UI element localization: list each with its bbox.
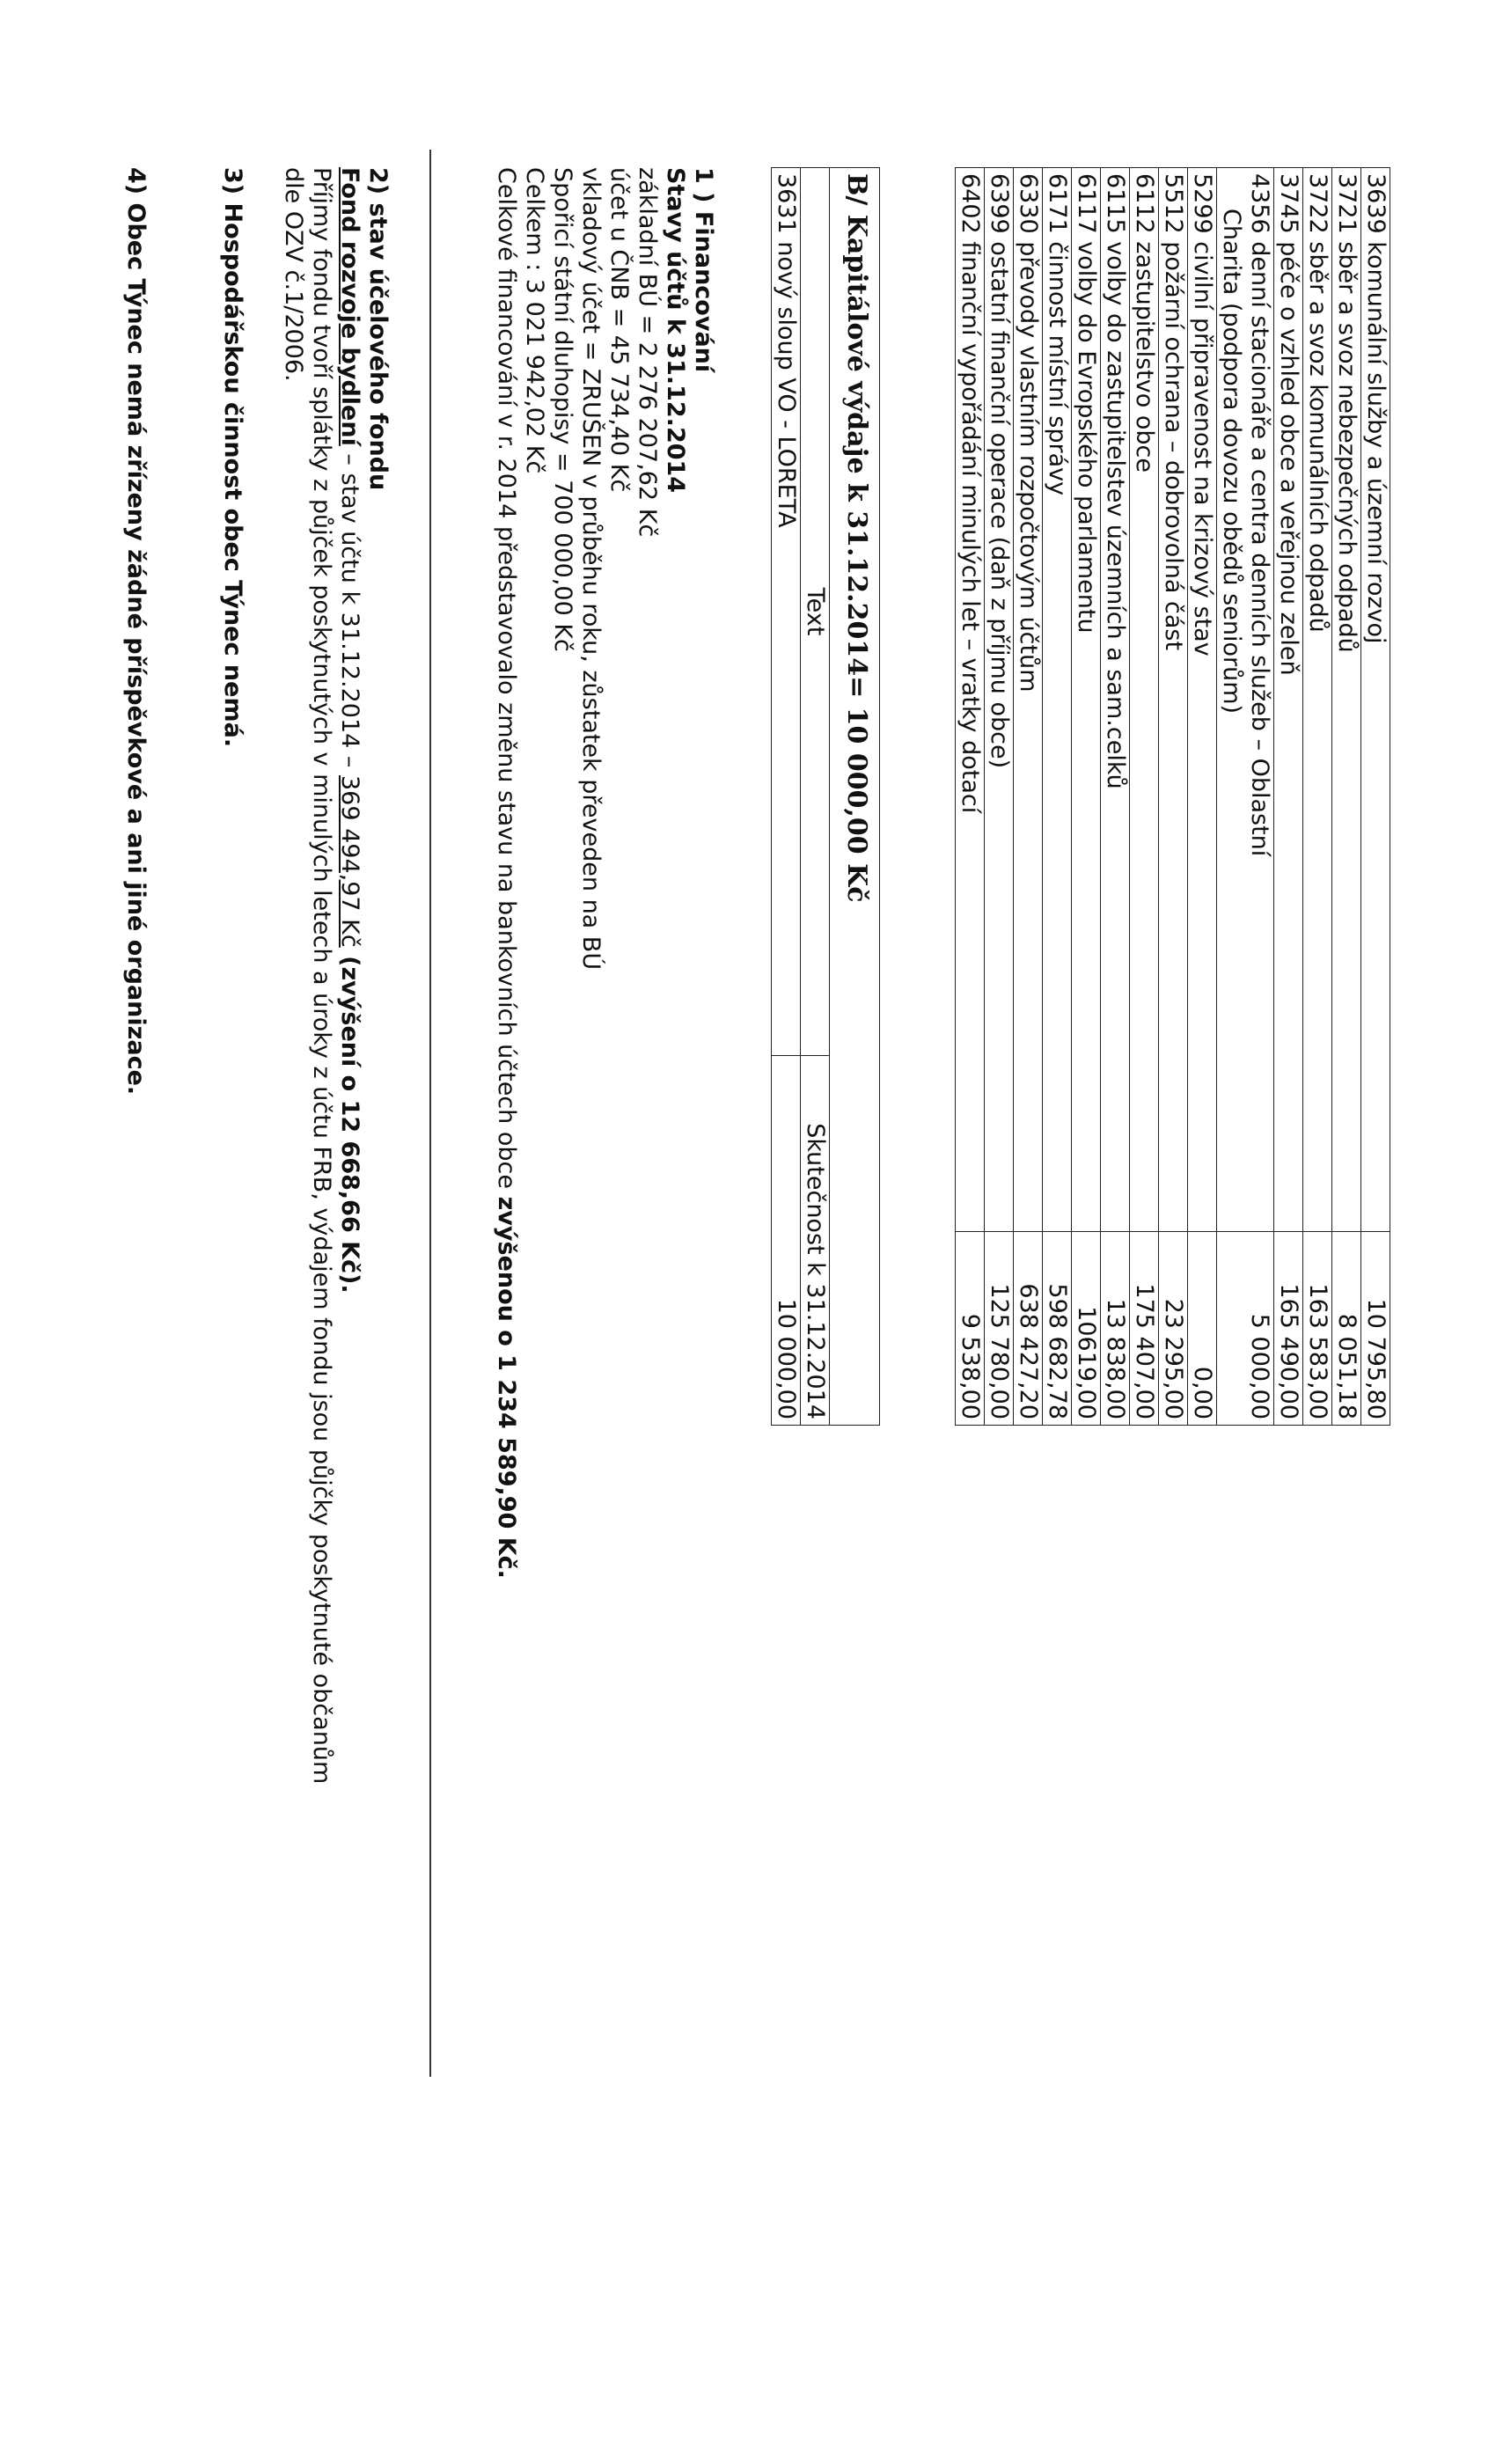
basic-account-line: základní BÚ = 2 276 207,62 Kč <box>634 167 661 538</box>
expense-text-line: 3639 komunální služby a územní rozvoj <box>1362 173 1390 644</box>
expense-row-text <box>1361 168 1390 1232</box>
expense-row-text <box>1274 168 1303 1232</box>
expense-row-text <box>1188 168 1217 1232</box>
expense-row-text <box>1217 168 1274 1232</box>
section-divider <box>429 150 431 2077</box>
state-bonds-line: Spořicí státní dluhopisy = 700 000,00 Kč <box>549 167 576 652</box>
financing-summary-text: Celkové financování v r. 2014 představovalo změnu stavu na bankovních účtech obce <box>493 167 520 1197</box>
expense-row <box>956 168 985 1426</box>
expense-row <box>985 168 1014 1426</box>
expense-row <box>1159 168 1188 1426</box>
fund-state-line <box>335 167 363 1294</box>
expense-text-line: 3722 sběr a svoz komunálních odpadů <box>1304 173 1331 633</box>
business-activity-heading: 3) Hospodářskou činnost obec Týnec nemá. <box>219 167 246 748</box>
expense-text-line: 4356 denní stacionáře a centra denních služeb – Oblastní <box>1246 173 1273 857</box>
expense-row-amount: 638 427,20 <box>1014 1232 1043 1426</box>
expense-row-amount: 165 490,00 <box>1274 1232 1303 1426</box>
fund-heading: 2) stav účelového fondu <box>364 167 392 491</box>
expense-row-text <box>1303 168 1332 1232</box>
expenses-table <box>955 167 1390 1426</box>
expense-row-text <box>1072 168 1101 1232</box>
expense-row-amount: 0,00 <box>1188 1232 1217 1426</box>
fund-state-text: – stav účtu k 31.12.2014 – <box>336 445 363 775</box>
expense-row-text <box>1159 168 1188 1232</box>
expense-text-line: 6402 finanční vypořádání minulých let – vratky dotací <box>957 173 984 814</box>
expense-text-line: 3721 sběr a svoz nebezpečných odpadů <box>1333 173 1360 653</box>
expense-row <box>1361 168 1390 1426</box>
expense-row <box>1014 168 1043 1426</box>
expense-row <box>1303 168 1332 1426</box>
expense-row <box>1130 168 1159 1426</box>
capital-title-row <box>830 168 880 1426</box>
capital-header-row <box>801 168 830 1426</box>
expense-row-amount: 163 583,00 <box>1303 1232 1332 1426</box>
expense-row-amount: 9 538,00 <box>956 1232 985 1426</box>
expense-text-line: 5299 civilní připravenost na krizový stav <box>1189 173 1216 656</box>
expense-row <box>1188 168 1217 1426</box>
expense-text-line: 6399 ostatní finanční operace (daň z příjmu obce) <box>986 173 1013 769</box>
expense-text-line: 6117 volby do Evropského parlamentu <box>1073 173 1100 634</box>
fund-increase: (zvýšení o 12 668,66 Kč). <box>336 947 363 1294</box>
cnb-account-line: účet u ČNB = 45 734,40 Kč <box>605 167 633 493</box>
expense-text-line: 3745 péče o vzhled obce a veřejnou zeleň <box>1275 173 1302 676</box>
expense-row <box>1072 168 1101 1426</box>
expense-row-amount: 10619,00 <box>1072 1232 1101 1426</box>
expense-row <box>1274 168 1303 1426</box>
fund-income-line: Příjmy fondu tvoří splátky z půjček poskytnutých v minulých letech a úroky z účtu FRB, výdajem fondu jsou půjčky poskytnuté občanům <box>308 167 335 1785</box>
expense-row-text <box>956 168 985 1232</box>
expenses-table-body <box>956 168 1390 1426</box>
expense-row-text <box>1043 168 1072 1232</box>
expense-row-text <box>1101 168 1130 1232</box>
fund-state-amount: 369 494,97 Kč <box>336 774 363 948</box>
expense-row-text <box>1332 168 1361 1232</box>
expense-row <box>1332 168 1361 1426</box>
capital-row-amount: 10 000,00 <box>772 1056 801 1426</box>
expense-row-amount: 598 682,78 <box>1043 1232 1072 1426</box>
capital-expenses-table <box>771 167 880 1426</box>
expense-row-text <box>1014 168 1043 1232</box>
expense-row <box>1217 168 1274 1426</box>
expense-text-line: 6115 volby do zastupitelstev územních a sam.celků <box>1102 173 1129 789</box>
expense-text-line: 6171 činnost místní správy <box>1044 173 1071 496</box>
expense-row-amount: 13 838,00 <box>1101 1232 1130 1426</box>
fund-name: Fond rozvoje bydlení <box>336 167 363 446</box>
expense-row-amount: 175 407,00 <box>1130 1232 1159 1426</box>
capital-row <box>772 168 801 1426</box>
financing-summary-increase: zvýšenou o 1 234 589,90 Kč. <box>493 1196 520 1579</box>
expense-row-amount: 8 051,18 <box>1332 1232 1361 1426</box>
expense-row-amount: 125 780,00 <box>985 1232 1014 1426</box>
capital-col-text-header: Text <box>801 168 830 1056</box>
expense-row <box>1101 168 1130 1426</box>
financing-total-line: Celkem : 3 021 942,02 Kč <box>521 167 548 474</box>
expense-row-amount: 23 295,00 <box>1159 1232 1188 1426</box>
expense-text-line: 6112 zastupitelstvo obce <box>1131 173 1158 473</box>
capital-row-text: 3631 nový sloup VO - LORETA <box>772 168 801 1056</box>
expense-row-amount: 5 000,00 <box>1217 1232 1274 1426</box>
expense-row-text <box>1130 168 1159 1232</box>
financing-heading: 1 ) Financování <box>690 167 717 373</box>
fund-regulation-line: dle OZV č.1/2006. <box>280 167 307 382</box>
financing-summary <box>492 167 520 1579</box>
accounts-state-heading: Stavy účtů k 31.12.2014 <box>662 167 689 494</box>
capital-expenses-title: B/ Kapitálové výdaje k 31.12.2014= 10 000,00 Kč <box>830 168 880 1426</box>
capital-col-actual-header: Skutečnost k 31.12.2014 <box>801 1056 830 1426</box>
expense-text-line: 6330 převody vlastním rozpočtovým účtům <box>1015 173 1042 693</box>
expense-row-amount: 10 795,80 <box>1361 1232 1390 1426</box>
expense-row <box>1043 168 1072 1426</box>
expense-text-line-2: Charita (podpora dovozu obědů seniorům) <box>1218 209 1245 715</box>
expense-row-text <box>985 168 1014 1232</box>
expense-text-line: 5512 požární ochrana – dobrovolná část <box>1160 173 1187 651</box>
organizations-heading: 4) Obec Týnec nemá zřízeny žádné příspěvkové a ani jiné organizace. <box>122 167 150 1096</box>
deposit-account-line: vkladový účet = ZRUŠEN v průběhu roku, zůstatek převeden na BÚ <box>577 167 605 971</box>
